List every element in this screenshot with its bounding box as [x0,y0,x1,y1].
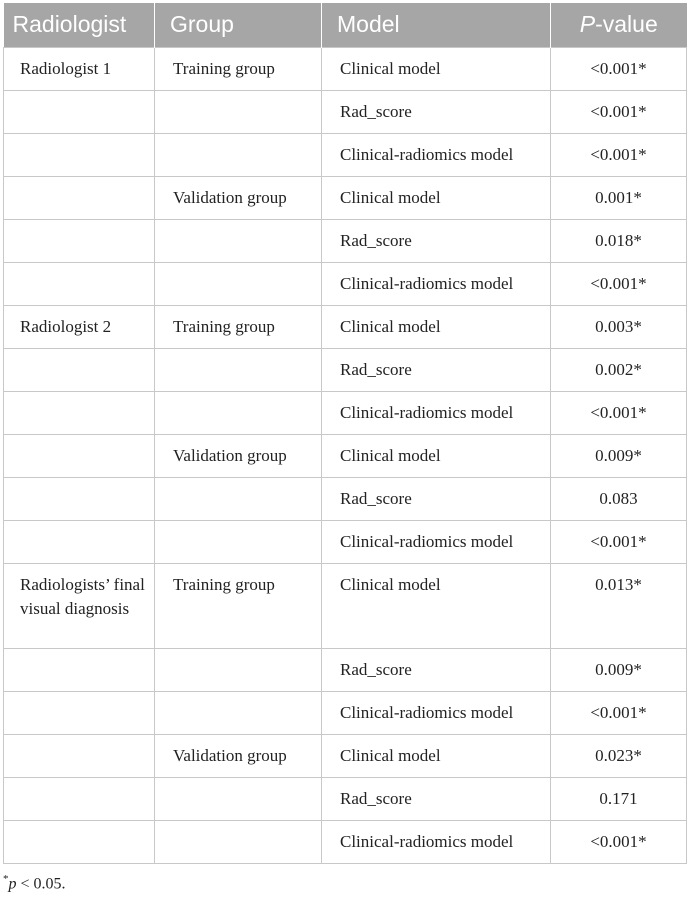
table-row [4,348,687,391]
cell-model: Clinical-radiomics model [322,691,551,734]
header-group: Group [155,3,322,47]
pvalue-table [3,3,687,864]
header-pvalue [551,3,687,47]
cell-model: Clinical model [322,176,551,219]
cell-model: Rad_score [322,477,551,520]
cell-pvalue: 0.083 [551,477,687,520]
cell-model: Clinical-radiomics model [322,133,551,176]
cell-group: Training group [155,305,322,348]
cell-model: Clinical-radiomics model [322,391,551,434]
cell-radiologist: Radiologist 2 [4,305,155,348]
cell-model: Clinical model [322,434,551,477]
cell-group [155,477,322,520]
cell-model: Rad_score [322,777,551,820]
cell-group [155,691,322,734]
table-row [4,648,687,691]
cell-radiologist [4,391,155,434]
cell-model: Rad_score [322,348,551,391]
table-row [4,90,687,133]
header-row [4,3,687,47]
table-row [4,305,687,348]
cell-pvalue: <0.001* [551,90,687,133]
cell-radiologist [4,477,155,520]
cell-radiologist: Radiologist 1 [4,47,155,90]
cell-group [155,820,322,863]
results-table-container [3,3,686,864]
table-row [4,133,687,176]
cell-model: Clinical model [322,47,551,90]
cell-pvalue: 0.018* [551,219,687,262]
cell-radiologist [4,691,155,734]
table-row [4,262,687,305]
table-row [4,563,687,648]
cell-group [155,348,322,391]
cell-radiologist [4,176,155,219]
cell-pvalue: <0.001* [551,520,687,563]
cell-group: Validation group [155,176,322,219]
cell-pvalue: 0.009* [551,434,687,477]
table-row [4,820,687,863]
cell-group: Validation group [155,734,322,777]
cell-pvalue: 0.001* [551,176,687,219]
cell-pvalue: <0.001* [551,391,687,434]
cell-model: Clinical-radiomics model [322,520,551,563]
header-pvalue-italic: P [579,11,596,38]
cell-radiologist [4,734,155,777]
table-row [4,219,687,262]
cell-radiologist [4,434,155,477]
table-row [4,691,687,734]
header-radiologist: Radiologist [4,3,155,47]
cell-model: Clinical model [322,305,551,348]
header-pvalue-rest: -value [595,11,658,38]
cell-radiologist [4,133,155,176]
cell-radiologist [4,520,155,563]
cell-model: Clinical-radiomics model [322,820,551,863]
cell-group: Validation group [155,434,322,477]
cell-group [155,648,322,691]
cell-pvalue: <0.001* [551,133,687,176]
cell-radiologist [4,820,155,863]
table-row [4,734,687,777]
table-row [4,176,687,219]
table-footnote [3,873,66,893]
cell-group [155,391,322,434]
cell-pvalue: 0.003* [551,305,687,348]
cell-group [155,520,322,563]
cell-pvalue: <0.001* [551,691,687,734]
table-row [4,777,687,820]
footnote-variable: p [8,875,17,893]
cell-group [155,133,322,176]
cell-radiologist [4,219,155,262]
cell-group: Training group [155,563,322,648]
cell-group: Training group [155,47,322,90]
cell-model: Rad_score [322,90,551,133]
cell-pvalue: 0.023* [551,734,687,777]
cell-model: Rad_score [322,219,551,262]
footnote-mark: * [3,873,9,885]
cell-pvalue: <0.001* [551,262,687,305]
cell-radiologist [4,90,155,133]
cell-model: Clinical model [322,734,551,777]
cell-pvalue: 0.009* [551,648,687,691]
cell-group [155,219,322,262]
table-row [4,477,687,520]
footnote-text: < 0.05. [16,875,66,893]
cell-pvalue: 0.002* [551,348,687,391]
cell-model: Rad_score [322,648,551,691]
table-row [4,47,687,90]
cell-pvalue: <0.001* [551,47,687,90]
cell-radiologist [4,648,155,691]
cell-pvalue: <0.001* [551,820,687,863]
cell-group [155,777,322,820]
cell-radiologist [4,348,155,391]
cell-radiologist: Radiologists’ final visual diagnosis [4,563,155,648]
header-model: Model [322,3,551,47]
cell-radiologist [4,777,155,820]
table-row [4,391,687,434]
cell-pvalue: 0.013* [551,563,687,648]
cell-model: Clinical model [322,563,551,648]
cell-pvalue: 0.171 [551,777,687,820]
table-row [4,434,687,477]
cell-group [155,262,322,305]
cell-radiologist [4,262,155,305]
table-row [4,520,687,563]
cell-group [155,90,322,133]
cell-model: Clinical-radiomics model [322,262,551,305]
